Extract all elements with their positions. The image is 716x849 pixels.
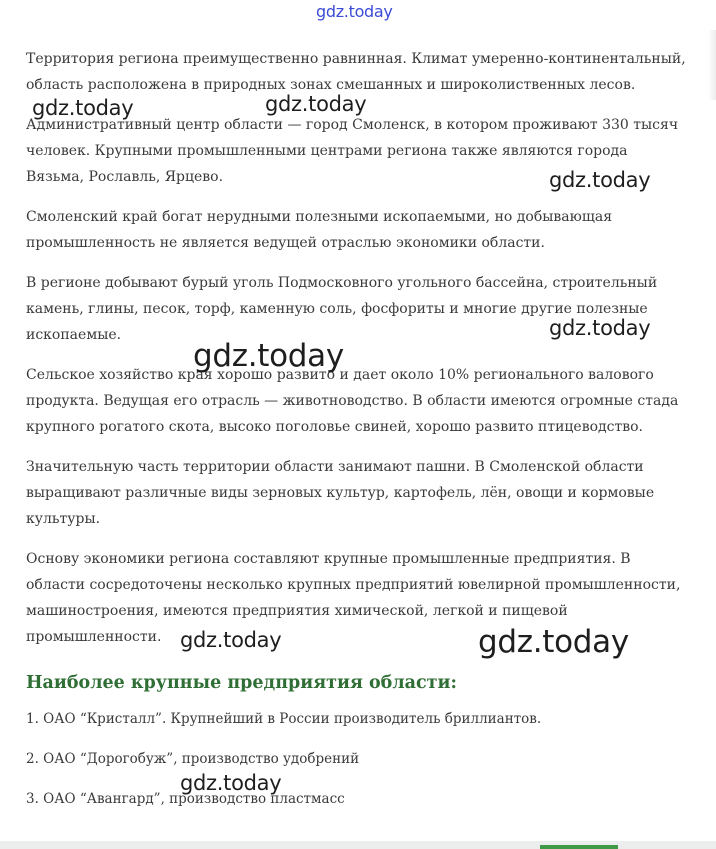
paragraph-industry: Основу экономики региона составляют крупные промышленные предприятия. В области сосредоточены несколько крупных предприятий ювелирной промышленности, машиностроения, имеются предприятия химической, легкой и пищевой промышленности.: [26, 551, 681, 645]
paragraph-minerals: Смоленский край богат нерудными полезными ископаемыми, но добывающая промышленность не является ведущей отраслью экономики области.: [26, 209, 613, 251]
list-item: 3. ОАО “Авангард”, производство пластмасс: [26, 791, 345, 807]
paragraph-crops: Значительную часть территории области занимают пашни. В Смоленской области выращивают различные виды зерновых культур, картофель, лён, овощи и кормовые культуры.: [26, 459, 655, 527]
watermark: gdz.today: [549, 168, 651, 192]
watermark: gdz.today: [549, 316, 651, 340]
bottom-accent: [540, 845, 618, 849]
paragraph-agriculture: Сельское хозяйство края хорошо развито и дает около 10% регионального валового продукта. Ведущая его отрасль — животноводство. В области имеются огромные стада крупного рогатого скота, высоко поголовье свиней, хорошо развито птицеводство.: [26, 367, 679, 435]
list-item: 2. ОАО “Дорогобуж”, производство удобрений: [26, 751, 360, 767]
list-item: 1. ОАО “Кристалл”. Крупнейший в России производитель бриллиантов.: [26, 711, 542, 727]
watermark: gdz.today: [32, 96, 134, 120]
section-heading: Наиболее крупные предприятия области:: [26, 673, 457, 693]
page-edge-shadow: [708, 30, 716, 100]
watermark: gdz.today: [180, 628, 282, 652]
watermark: gdz.today: [478, 624, 629, 660]
paragraph-admin-center: Административный центр области — город Смоленск, в котором проживают 330 тысяч человек. Крупными промышленными центрами региона также являются города Вязьма, Рославль, Ярцево.: [26, 117, 679, 185]
watermark: gdz.today: [193, 338, 344, 374]
paragraph-mining: В регионе добывают бурый уголь Подмосковного угольного бассейна, строительный камень, глины, песок, торф, каменную соль, фосфориты и многие другие полезные ископаемые.: [26, 275, 658, 343]
watermark: gdz.today: [180, 771, 282, 795]
paragraph-relief-climate: Территория региона преимущественно равнинная. Климат умеренно-континентальный, область расположена в природных зонах смешанных и широколиственных лесов.: [26, 51, 686, 93]
watermark: gdz.today: [265, 92, 367, 116]
top-watermark: gdz.today: [316, 2, 393, 21]
article-content: [26, 46, 686, 826]
